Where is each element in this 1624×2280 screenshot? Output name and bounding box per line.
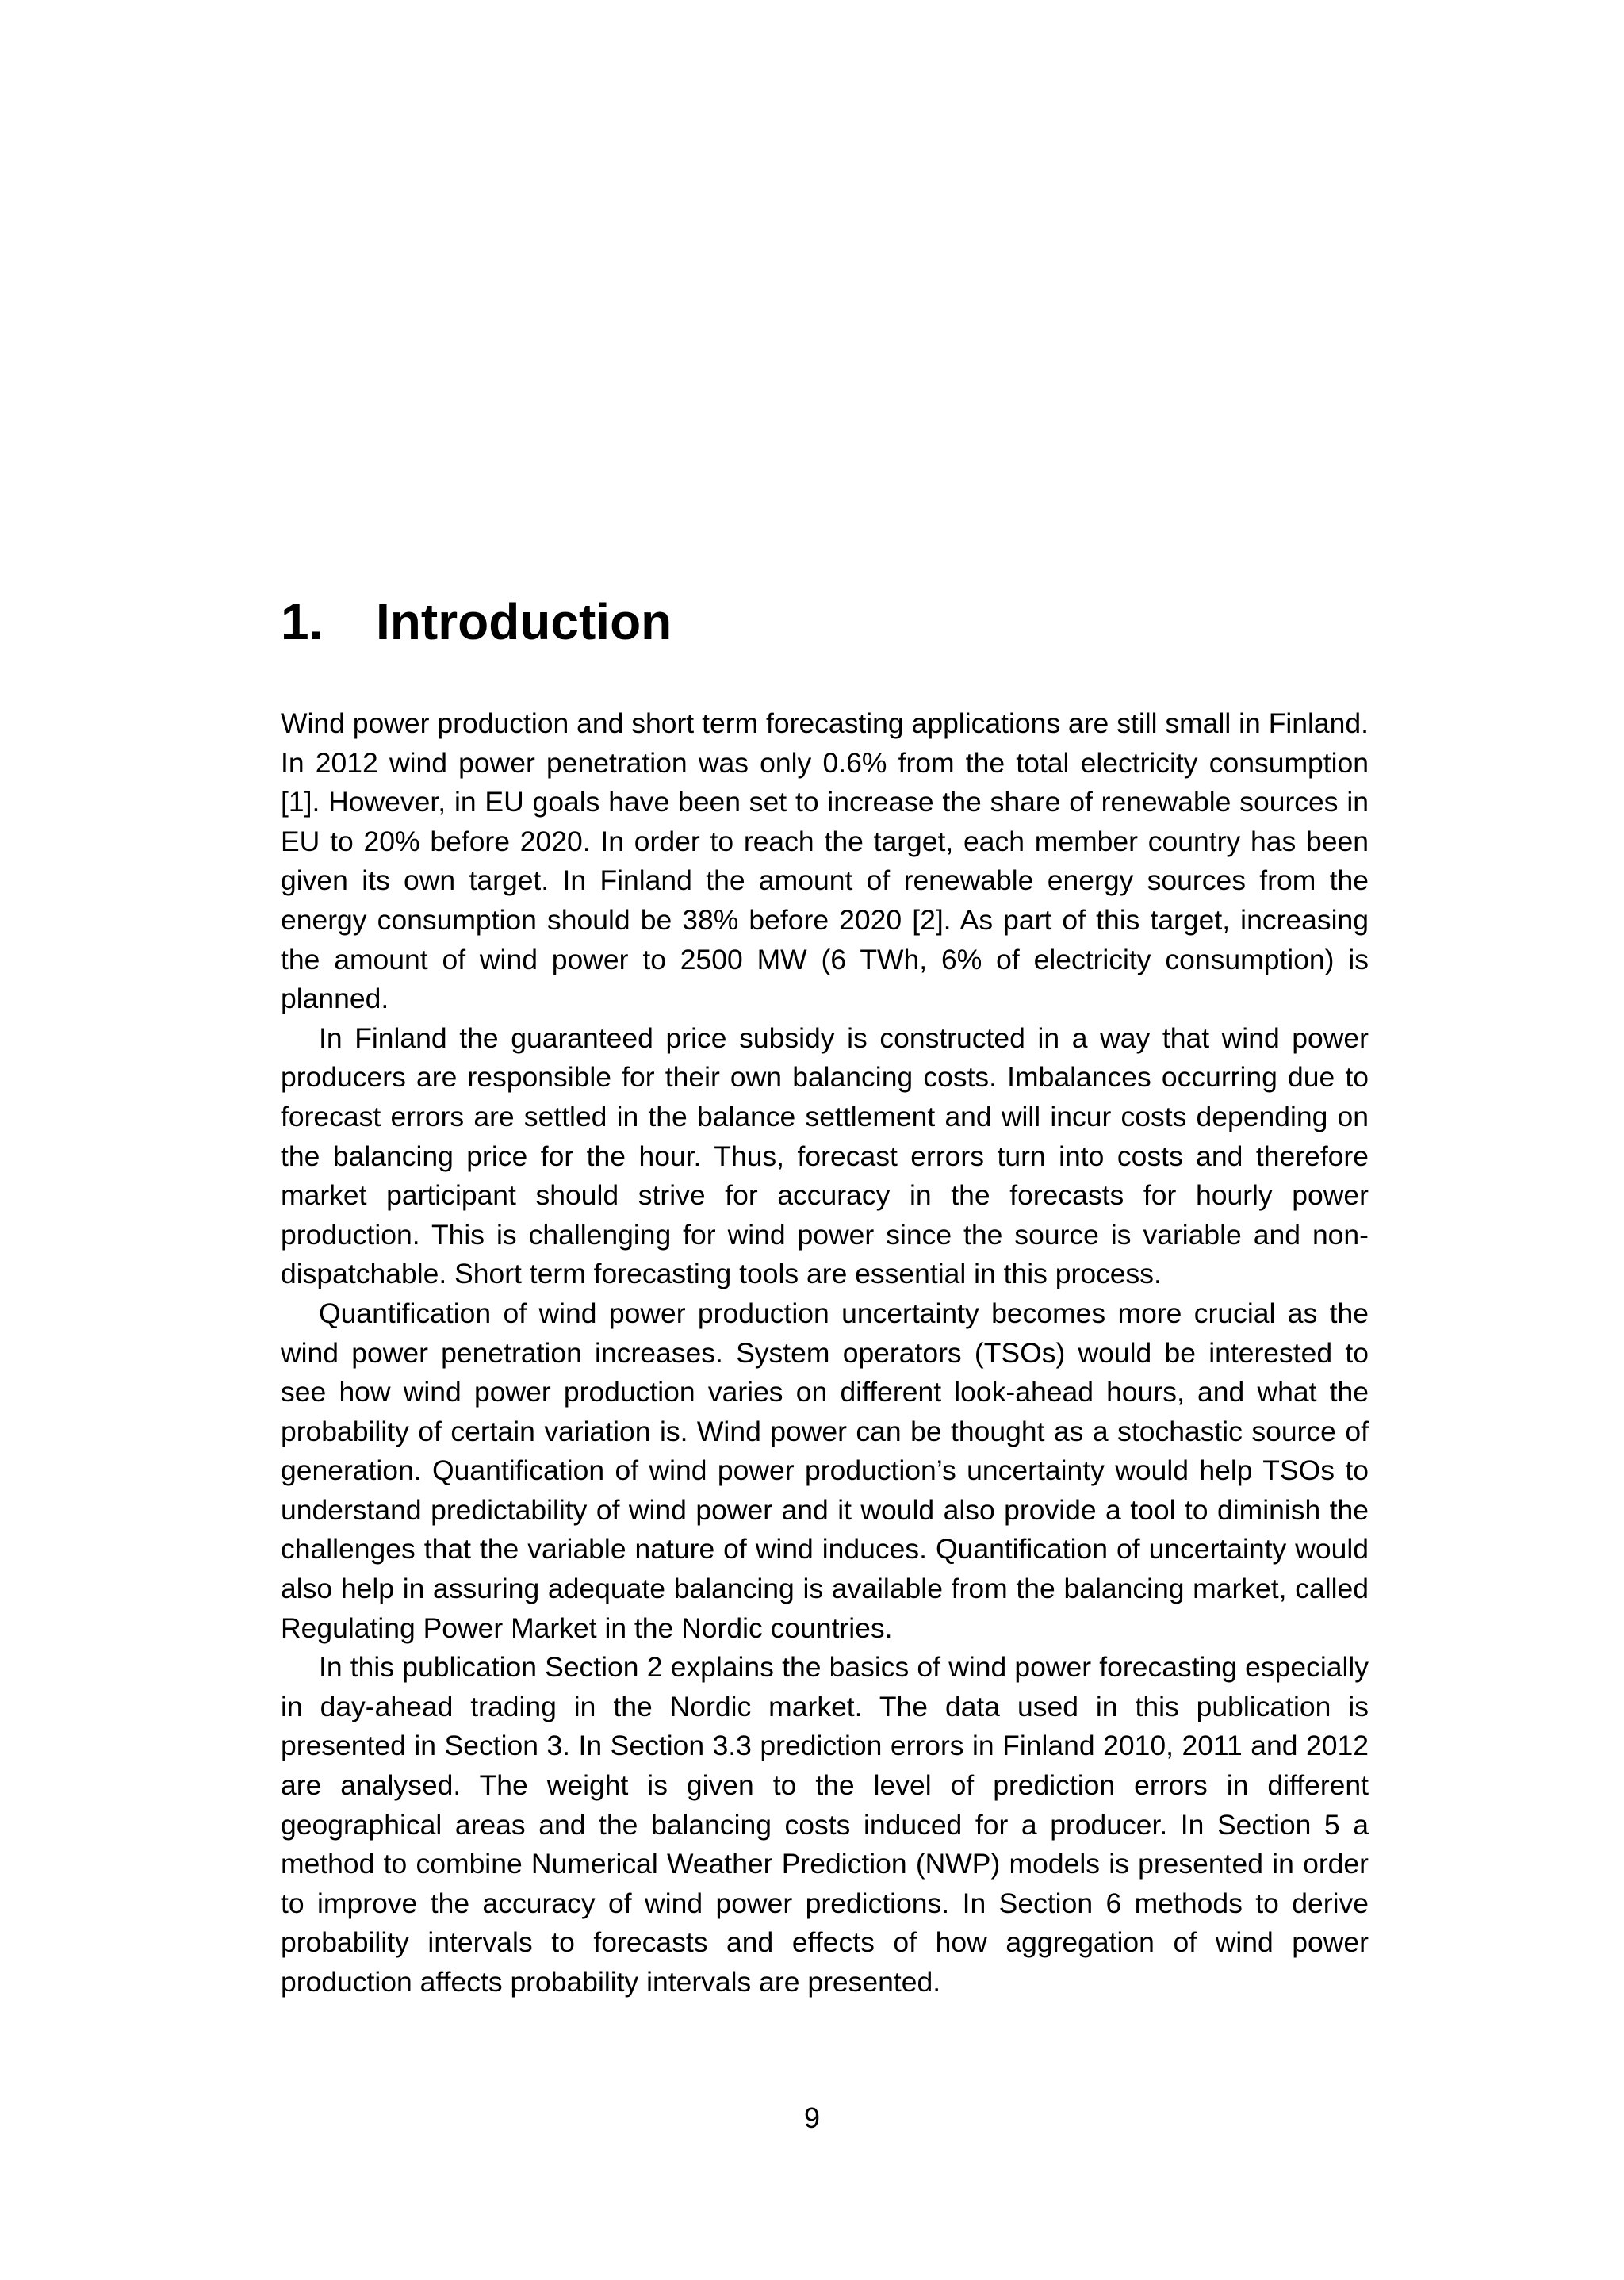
section-title: Introduction — [376, 593, 672, 650]
paragraph: In Finland the guaranteed price subsidy is constructed in a way that wind power producers are responsible for their own balancing costs. Imbalances occurring due to forecast errors are settled in the balance settlement and will incur costs depending on the balancing price for the hour. Thus, forecast errors turn into costs and therefore market participant should strive for accuracy in the forecasts for hourly power production. This is challenging for wind power since the source is variable and non-dispatchable. Short term forecasting tools are essential in this process. — [281, 1021, 1369, 1290]
section-heading — [281, 593, 672, 650]
page-number: 9 — [803, 2102, 821, 2134]
paragraph: Wind power production and short term forecasting applications are still small in Finland. In 2012 wind power penetration was only 0.6% from the total electricity consumption [1]. However, in EU goals have been set to increase the share of renewable sources in EU to 20% before 2020. In order to reach the target, each member country has been given its own target. In Finland the amount of renewable energy sources from the energy consumption should be 38% before 2020 [2]. As part of this target, increasing the amount of wind power to 2500 MW (6 TWh, 6% of electricity consumption) is planned. — [281, 707, 1369, 1015]
paragraph: Quantification of wind power production uncertainty becomes more crucial as the wind power penetration increases. System operators (TSOs) would be interested to see how wind power production varies on different look-ahead hours, and what the probability of certain variation is. Wind power can be thought as a stochastic source of generation. Quantification of wind power production’s uncertainty would help TSOs to understand predictability of wind power and it would also provide a tool to diminish the challenges that the variable nature of wind induces. Quantification of uncertainty would also help in assuring adequate balancing is available from the balancing market, called Regulating Power Market in the Nordic countries. — [281, 1297, 1369, 1644]
section-body — [281, 704, 1369, 2002]
section-number: 1. — [281, 593, 324, 650]
paragraph: In this publication Section 2 explains the basics of wind power forecasting especially in day-ahead trading in the Nordic market. The data used in this publication is presented in Section 3. In Section 3.3 prediction errors in Finland 2010, 2011 and 2012 are analysed. The weight is given to the level of prediction errors in different geographical areas and the balancing costs induced for a producer. In Section 5 a method to combine Numerical Weather Prediction (NWP) models is presented in order to improve the accuracy of wind power predictions. In Section 6 methods to derive probability intervals to forecasts and effects of how aggregation of wind power production affects probability intervals are presented. — [281, 1651, 1369, 1998]
